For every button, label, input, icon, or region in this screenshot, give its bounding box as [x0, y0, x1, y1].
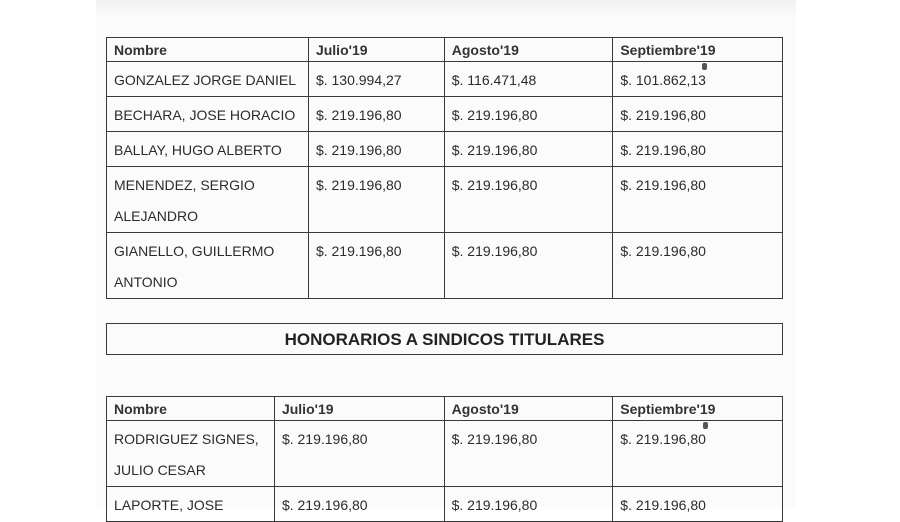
- cell-agosto: $. 219.196,80: [444, 167, 613, 233]
- cell-septiembre: $. 219.196,80: [613, 167, 783, 233]
- header-julio: Julio'19: [274, 397, 444, 421]
- cell-julio: $. 219.196,80: [308, 167, 444, 233]
- header-agosto: Agosto'19: [444, 38, 613, 62]
- table-header-row: [107, 38, 783, 62]
- pen-mark: [703, 422, 708, 429]
- cell-septiembre: $. 219.196,80: [613, 487, 783, 522]
- cell-julio: $. 219.196,80: [308, 233, 444, 299]
- cell-name: BECHARA, JOSE HORACIO: [107, 97, 309, 132]
- header-julio: Julio'19: [308, 38, 444, 62]
- cell-septiembre: $. 219.196,80: [613, 233, 783, 299]
- cell-agosto: $. 219.196,80: [444, 132, 613, 167]
- table-row: [107, 421, 783, 487]
- cell-agosto: $. 116.471,48: [444, 62, 613, 97]
- cell-name: LAPORTE, JOSE: [107, 487, 275, 522]
- cell-agosto: $. 219.196,80: [444, 487, 613, 522]
- cell-septiembre: $. 219.196,80: [613, 421, 783, 487]
- cell-septiembre: $. 219.196,80: [613, 132, 783, 167]
- pen-mark: [702, 63, 707, 70]
- page-top-shading: [96, 0, 796, 18]
- cell-agosto: $. 219.196,80: [444, 421, 613, 487]
- cell-julio: $. 219.196,80: [274, 421, 444, 487]
- header-septiembre: Septiembre'19: [613, 38, 783, 62]
- table-row: [107, 487, 783, 522]
- cell-name-line1: GIANELLO, GUILLERMO: [114, 243, 275, 259]
- table-row: [107, 132, 783, 167]
- table-row: [107, 62, 783, 97]
- cell-name: GONZALEZ JORGE DANIEL: [107, 62, 309, 97]
- cell-julio: $. 130.994,27: [308, 62, 444, 97]
- cell-name-line2: ALEJANDRO: [114, 208, 199, 224]
- cell-julio: $. 219.196,80: [274, 487, 444, 522]
- cell-julio: $. 219.196,80: [308, 132, 444, 167]
- table-row: [107, 167, 783, 233]
- cell-name-line1: MENENDEZ, SERGIO: [114, 177, 255, 193]
- cell-name-line2: ANTONIO: [114, 274, 178, 290]
- table-row: [107, 233, 783, 299]
- cell-name: BALLAY, HUGO ALBERTO: [107, 132, 309, 167]
- cell-name: [107, 167, 309, 233]
- cell-name: [107, 233, 309, 299]
- table-row: [107, 97, 783, 132]
- sindicos-fees-table: [106, 396, 783, 522]
- cell-name-line1: RODRIGUEZ SIGNES,: [114, 431, 259, 447]
- cell-julio: $. 219.196,80: [308, 97, 444, 132]
- cell-name-line2: JULIO CESAR: [114, 462, 206, 478]
- section-title: HONORARIOS A SINDICOS TITULARES: [106, 323, 783, 355]
- header-nombre: Nombre: [107, 397, 275, 421]
- header-nombre: Nombre: [107, 38, 309, 62]
- cell-agosto: $. 219.196,80: [444, 233, 613, 299]
- header-septiembre: Septiembre'19: [613, 397, 783, 421]
- table-header-row: [107, 397, 783, 421]
- header-agosto: Agosto'19: [444, 397, 613, 421]
- cell-septiembre: $. 219.196,80: [613, 97, 783, 132]
- cell-agosto: $. 219.196,80: [444, 97, 613, 132]
- cell-name: [107, 421, 275, 487]
- directors-fees-table: [106, 37, 783, 299]
- cell-septiembre: $. 101.862,13: [613, 62, 783, 97]
